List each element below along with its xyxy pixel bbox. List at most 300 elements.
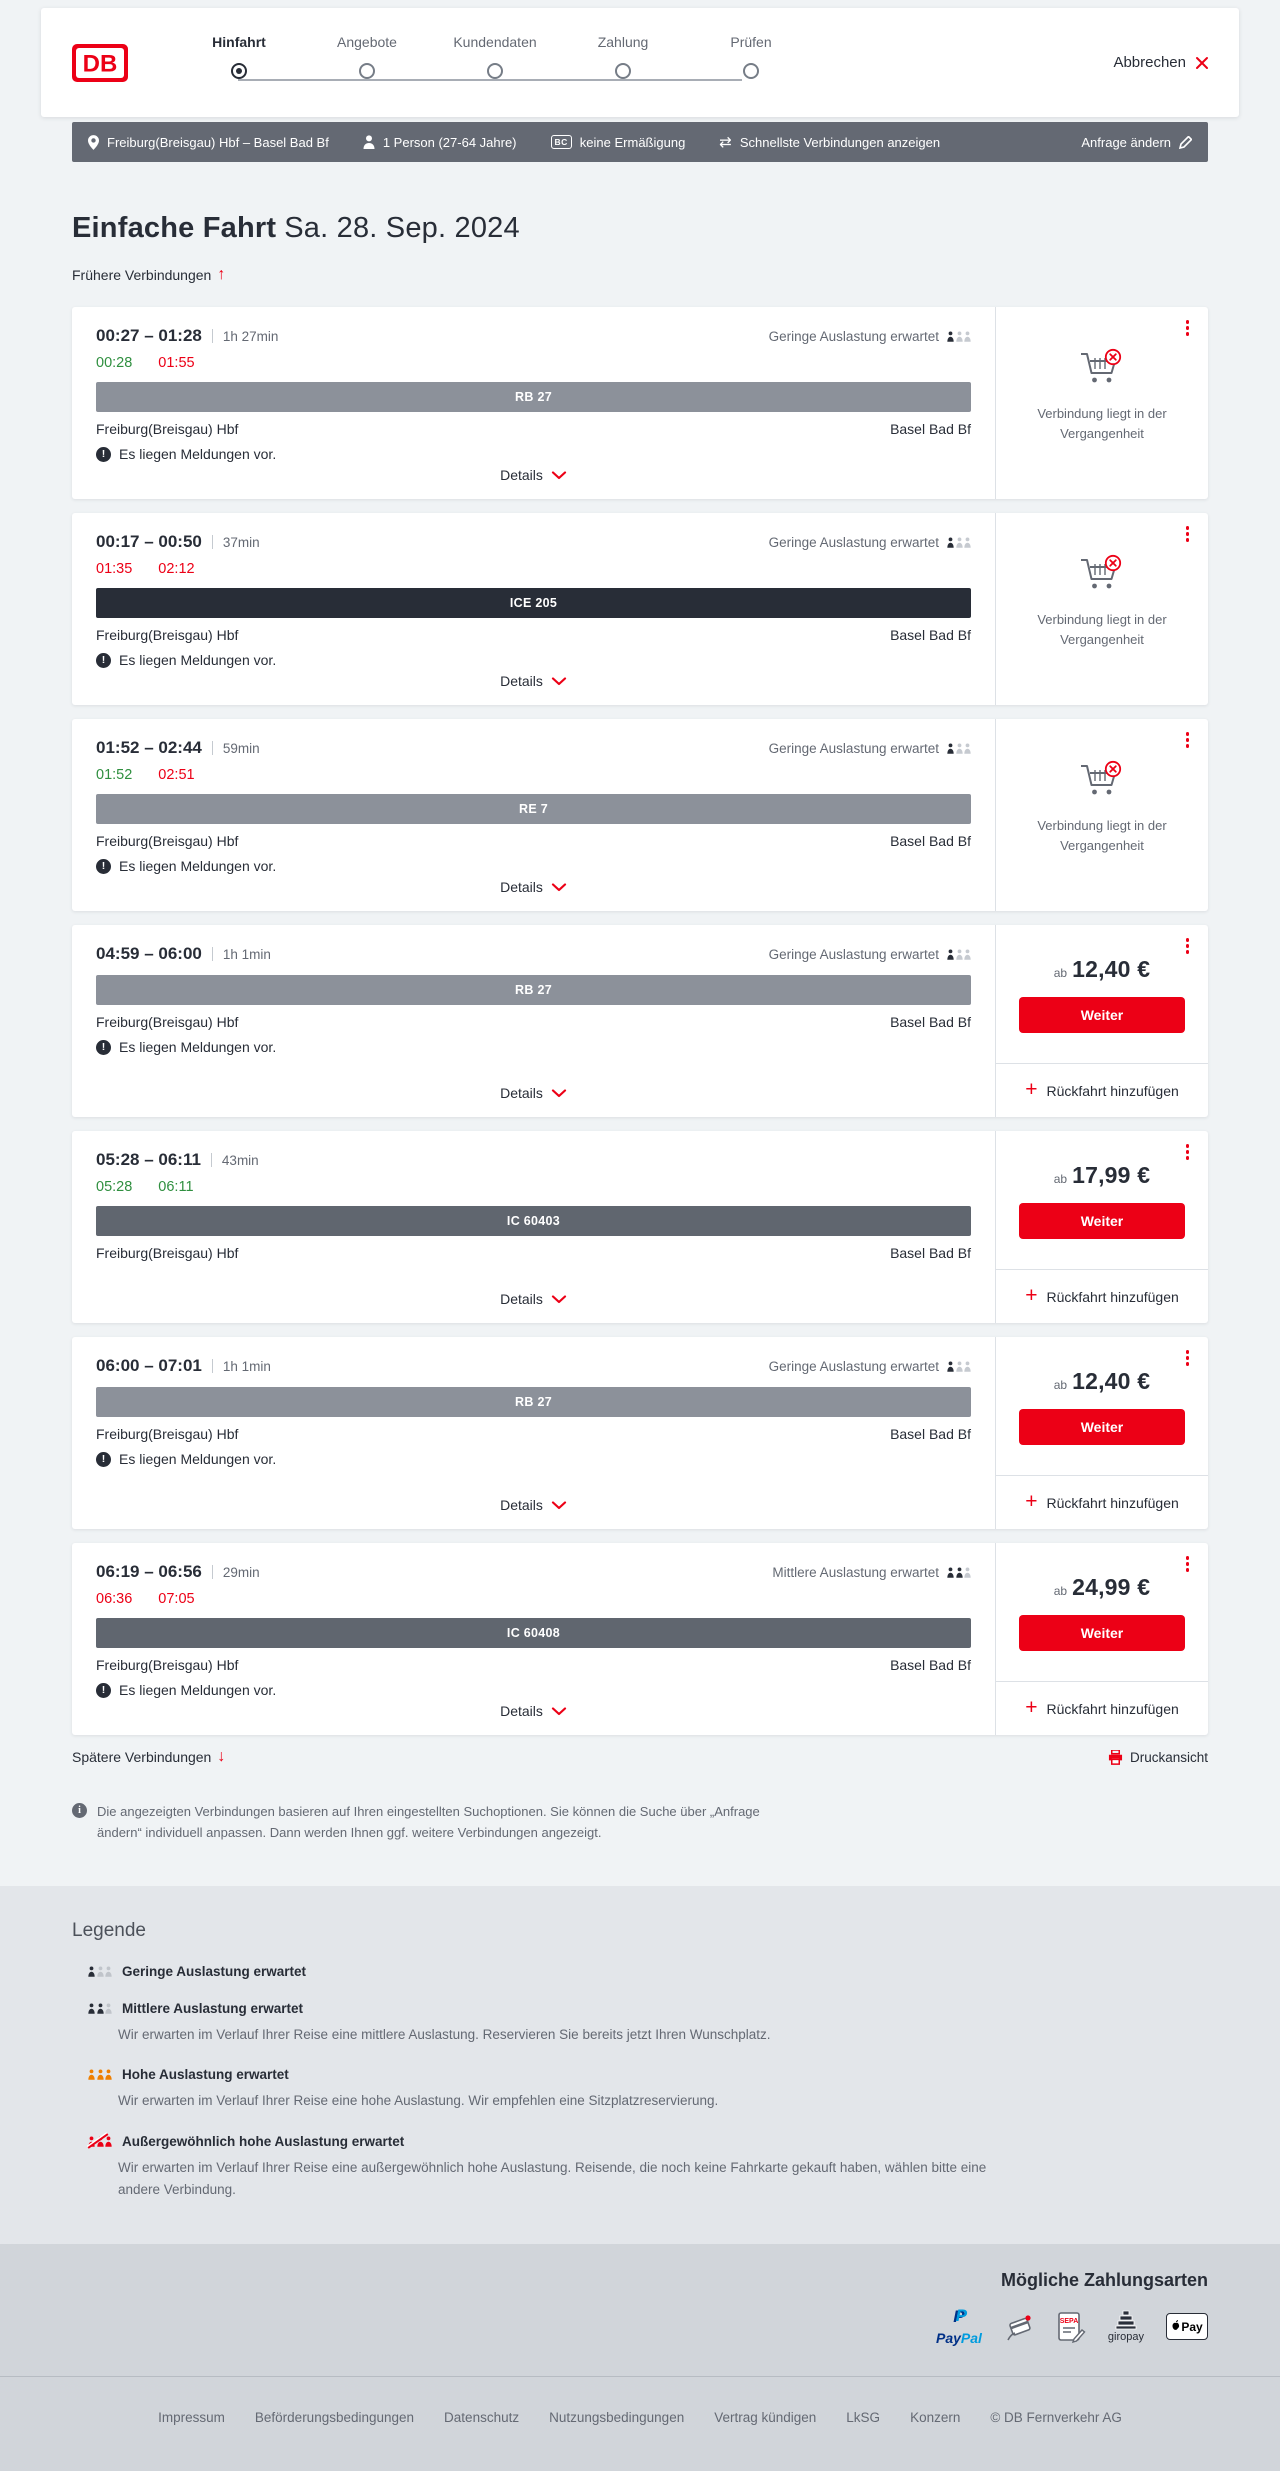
- person-glyph: [956, 1566, 963, 1579]
- bahncard-icon: BC: [551, 135, 572, 149]
- occupancy: [769, 947, 971, 962]
- person-glyph: [964, 1360, 971, 1373]
- stepper-step-dot: [615, 63, 631, 79]
- footer-link[interactable]: LkSG: [846, 2410, 881, 2426]
- person-glyph: [97, 1965, 104, 1978]
- price-value: 12,40 €: [1072, 956, 1151, 982]
- connection-main: [72, 719, 995, 911]
- duration: 1h 1min: [222, 947, 271, 962]
- person-glyph: [964, 948, 971, 961]
- chevron-down-icon: [551, 883, 567, 892]
- separator: [212, 1565, 213, 1579]
- legend-item-head: [72, 2067, 1208, 2082]
- price-value: 17,99 €: [1072, 1162, 1151, 1188]
- connection-side: [995, 307, 1208, 499]
- creditcard-icon: [1004, 2312, 1034, 2342]
- person-glyph: [88, 1965, 95, 1978]
- sepa-icon: [1056, 2311, 1086, 2343]
- person-glyph: [956, 1360, 963, 1373]
- later-connections-link[interactable]: [72, 1749, 225, 1765]
- stations-row: [96, 1245, 971, 1261]
- price-line: [1054, 1574, 1151, 1601]
- origin-station: Freiburg(Breisgau) Hbf: [96, 833, 239, 849]
- connection-list: [72, 307, 1208, 1735]
- details-label: Details: [500, 467, 543, 483]
- train-bar[interactable]: RE 7: [96, 794, 971, 824]
- connection-header: [96, 532, 971, 552]
- stepper-step-dot: [231, 63, 247, 79]
- add-return-button[interactable]: [996, 1681, 1208, 1735]
- connection-header: [96, 1356, 971, 1376]
- connection-main: [72, 1131, 995, 1323]
- later-connections-label: Spätere Verbindungen: [72, 1749, 212, 1765]
- price-line: [1054, 1368, 1151, 1395]
- person-glyph: [947, 1566, 954, 1579]
- weiter-button[interactable]: Weiter: [1019, 1409, 1185, 1445]
- page-top: [0, 8, 1280, 1886]
- realtime-arrival: 02:12: [158, 561, 195, 577]
- connection-side: [995, 1337, 1208, 1529]
- person-glyph: [956, 742, 963, 755]
- messages-text: Es liegen Meldungen vor.: [119, 446, 277, 462]
- price-line: [1054, 1162, 1151, 1189]
- stepper-step-kundendaten[interactable]: [431, 28, 559, 79]
- legend-item-label: Mittlere Auslastung erwartet: [122, 2000, 304, 2016]
- connection-card: [72, 307, 1208, 499]
- add-return-label: Rückfahrt hinzufügen: [1046, 1288, 1179, 1305]
- chevron-down-icon: [551, 471, 567, 480]
- destination-station: Basel Bad Bf: [890, 421, 971, 437]
- stepper-step-dot: [359, 63, 375, 79]
- occupancy-icon: [947, 1360, 971, 1373]
- separator: [212, 947, 213, 961]
- realtime-departure: 06:36: [96, 1591, 133, 1607]
- occupancy: [769, 329, 971, 344]
- connection-side: [995, 513, 1208, 705]
- stepper-step-hinfahrt[interactable]: [175, 28, 303, 79]
- paypal-icon: P P PayPal: [936, 2307, 982, 2346]
- price-line: [1054, 956, 1151, 983]
- connection-card: [72, 513, 1208, 705]
- price-prefix: ab: [1053, 1172, 1068, 1186]
- earlier-connections-link[interactable]: [72, 267, 225, 283]
- pencil-icon: [1179, 136, 1192, 149]
- fastest-connections-toggle[interactable]: [719, 135, 940, 150]
- realtime-row: [96, 767, 971, 783]
- realtime-departure: 01:35: [96, 561, 133, 577]
- realtime-arrival: 02:51: [158, 767, 195, 783]
- occupancy-icon: [947, 330, 971, 343]
- messages-note: [96, 652, 971, 668]
- train-bar[interactable]: IC 60408: [96, 1618, 971, 1648]
- occupancy: [769, 741, 971, 756]
- add-return-label: Rückfahrt hinzufügen: [1046, 1700, 1179, 1717]
- connection-header: [96, 944, 971, 964]
- person-glyph: [105, 2068, 112, 2081]
- past-connection-panel: [996, 513, 1208, 705]
- details-label: Details: [500, 1085, 543, 1101]
- destination-station: Basel Bad Bf: [890, 1245, 971, 1261]
- separator: [212, 535, 213, 549]
- alert-icon: !: [96, 1683, 111, 1698]
- stations-row: [96, 627, 971, 643]
- giropay-icon: giropay: [1108, 2310, 1144, 2343]
- add-return-button[interactable]: [996, 1269, 1208, 1323]
- duration: 1h 1min: [222, 1359, 271, 1374]
- booking-header: [41, 8, 1239, 117]
- details-toggle[interactable]: [498, 1493, 569, 1517]
- kebab-menu-icon[interactable]: [1183, 729, 1193, 751]
- price-prefix: ab: [1053, 1584, 1068, 1598]
- occupancy-legend-icon: [88, 2135, 112, 2148]
- arrow-down-icon: ↓: [217, 1748, 226, 1765]
- price-value: 24,99 €: [1072, 1574, 1151, 1600]
- stepper-step-dot: [743, 63, 759, 79]
- footer-link[interactable]: Impressum: [158, 2410, 225, 2426]
- messages-text: Es liegen Meldungen vor.: [119, 1682, 277, 1698]
- duration: 1h 27min: [222, 329, 279, 344]
- details-label: Details: [500, 1703, 543, 1719]
- past-note: Verbindung liegt in der Vergangenheit: [1037, 405, 1167, 441]
- person-glyph: [947, 742, 954, 755]
- person-glyph: [964, 742, 971, 755]
- past-connection-panel: [996, 307, 1208, 499]
- print-view-link[interactable]: [1108, 1750, 1208, 1765]
- messages-note: [96, 446, 971, 462]
- origin-station: Freiburg(Breisgau) Hbf: [96, 1014, 239, 1030]
- train-bar[interactable]: ICE 205: [96, 588, 971, 618]
- person-glyph: [964, 330, 971, 343]
- legend-item-description: Wir erwarten im Verlauf Ihrer Reise eine außergewöhnlich hohe Auslastung. Reisende, die noch keine Fahrkarte gekauft haben, wählen bitte eine andere Verbindung.: [118, 2160, 987, 2197]
- print-view-label: Druckansicht: [1129, 1749, 1208, 1765]
- route-text: Freiburg(Breisgau) Hbf – Basel Bad Bf: [107, 134, 329, 150]
- connection-main: [72, 307, 995, 499]
- legend-item-label: Außergewöhnlich hohe Auslastung erwartet: [122, 2134, 405, 2150]
- messages-text: Es liegen Meldungen vor.: [119, 1039, 277, 1055]
- plus-icon: +: [1025, 1078, 1038, 1101]
- legend-item: [72, 2067, 1208, 2112]
- realtime-departure: 01:52: [96, 767, 133, 783]
- legend-item-label: Geringe Auslastung erwartet: [122, 1963, 307, 1979]
- cart-unavailable-icon: [1078, 760, 1126, 802]
- details-toggle[interactable]: [498, 1081, 569, 1105]
- messages-note: [96, 1039, 971, 1055]
- separator: [212, 329, 213, 343]
- weiter-button[interactable]: Weiter: [1019, 1203, 1185, 1239]
- connection-card: [72, 719, 1208, 911]
- occupancy-icon: [947, 742, 971, 755]
- kebab-menu-icon[interactable]: [1183, 317, 1193, 339]
- info-note: [72, 1801, 1208, 1844]
- kebab-menu-icon[interactable]: [1183, 523, 1193, 545]
- alert-icon: !: [96, 1040, 111, 1055]
- alert-icon: !: [96, 859, 111, 874]
- weiter-button[interactable]: Weiter: [1019, 1615, 1185, 1651]
- footer: [0, 2376, 1280, 2471]
- connection-main: [72, 1337, 995, 1529]
- messages-note: [96, 1451, 971, 1467]
- legend-item-head: [72, 2134, 1208, 2149]
- details-label: Details: [500, 879, 543, 895]
- connection-header: [96, 326, 971, 346]
- train-bar[interactable]: RB 27: [96, 975, 971, 1005]
- legend-title: Legende: [72, 1919, 146, 1941]
- details-label: Details: [500, 1291, 543, 1307]
- alert-icon: !: [96, 1452, 111, 1467]
- plus-icon: +: [1025, 1696, 1038, 1719]
- stepper-step-label: Angebote: [337, 33, 397, 50]
- connection-header: [96, 1150, 971, 1170]
- kebab-menu-icon[interactable]: [1183, 1347, 1193, 1369]
- chevron-down-icon: [551, 1089, 567, 1098]
- details-label: Details: [500, 673, 543, 689]
- time-range: 00:27 – 01:28: [96, 326, 202, 345]
- stepper-step-label: Kundendaten: [453, 33, 537, 50]
- price-panel: [996, 1543, 1208, 1681]
- stations-row: [96, 421, 971, 437]
- kebab-menu-icon[interactable]: [1183, 1141, 1193, 1163]
- legend-item-description: Wir erwarten im Verlauf Ihrer Reise eine hohe Auslastung. Wir empfehlen eine Sitzplatzreservierung.: [118, 2093, 719, 2109]
- add-return-label: Rückfahrt hinzufügen: [1046, 1494, 1179, 1511]
- realtime-row: [96, 1179, 971, 1195]
- discount-text: keine Ermäßigung: [579, 134, 686, 150]
- chevron-down-icon: [551, 1707, 567, 1716]
- messages-text: Es liegen Meldungen vor.: [119, 652, 277, 668]
- edit-request-button[interactable]: [1081, 135, 1192, 150]
- stations-row: [96, 1014, 971, 1030]
- time-range: 01:52 – 02:44: [96, 738, 202, 757]
- connection-card: [72, 925, 1208, 1117]
- connection-side: [995, 1131, 1208, 1323]
- occupancy-legend-icon: [88, 2002, 112, 2015]
- copyright-text: © DB Fernverkehr AG: [990, 2410, 1122, 2426]
- connection-header: [96, 1562, 971, 1582]
- stations-row: [96, 1657, 971, 1673]
- stepper-step-label: Prüfen: [730, 33, 772, 50]
- price-panel: [996, 1337, 1208, 1475]
- past-connection-panel: [996, 719, 1208, 911]
- destination-station: Basel Bad Bf: [890, 1014, 971, 1030]
- occupancy: [769, 1359, 971, 1374]
- stepper-step-prüfen[interactable]: [687, 28, 815, 79]
- person-glyph: [947, 948, 954, 961]
- payment-section: [0, 2244, 1280, 2376]
- payment-methods-title: Mögliche Zahlungsarten: [1000, 2270, 1208, 2291]
- stepper-step-angebote[interactable]: [303, 28, 431, 79]
- alert-icon: !: [96, 653, 111, 668]
- legend-section: [0, 1886, 1280, 2244]
- origin-station: Freiburg(Breisgau) Hbf: [96, 1245, 239, 1261]
- cancel-button[interactable]: [1113, 54, 1209, 71]
- details-toggle[interactable]: [498, 463, 569, 487]
- footer-link[interactable]: Vertrag kündigen: [714, 2410, 817, 2426]
- legend-item-head: [72, 1964, 1208, 1979]
- person-glyph: [956, 536, 963, 549]
- stepper-step-label: Zahlung: [597, 33, 649, 50]
- occupancy-icon: [947, 1566, 971, 1579]
- connection-main: [72, 925, 995, 1117]
- plus-icon: +: [1025, 1490, 1038, 1513]
- connection-side: [995, 719, 1208, 911]
- time-range: 05:28 – 06:11: [96, 1150, 201, 1169]
- time-range: 06:19 – 06:56: [96, 1562, 202, 1581]
- person-icon: [363, 135, 375, 149]
- add-return-label: Rückfahrt hinzufügen: [1046, 1082, 1179, 1099]
- close-icon: [1195, 56, 1209, 70]
- destination-station: Basel Bad Bf: [890, 1426, 971, 1442]
- details-toggle[interactable]: [498, 1287, 569, 1311]
- cart-unavailable-icon: [1078, 348, 1126, 390]
- realtime-arrival: 06:11: [158, 1179, 194, 1195]
- footer-link[interactable]: Datenschutz: [444, 2410, 520, 2426]
- person-glyph: [947, 536, 954, 549]
- duration: 37min: [222, 535, 260, 550]
- footer-link[interactable]: Konzern: [910, 2410, 961, 2426]
- stations-row: [96, 833, 971, 849]
- page-title: [72, 212, 1208, 245]
- destination-station: Basel Bad Bf: [890, 833, 971, 849]
- kebab-menu-icon[interactable]: [1183, 1553, 1193, 1575]
- details-toggle[interactable]: [498, 1699, 569, 1723]
- search-options-bar: [72, 122, 1208, 162]
- edit-request-label: Anfrage ändern: [1081, 134, 1171, 150]
- person-glyph: [97, 2002, 104, 2015]
- svg-text:DB: DB: [82, 50, 118, 77]
- occupancy-label: Geringe Auslastung erwartet: [768, 947, 939, 962]
- past-note: Verbindung liegt in der Vergangenheit: [1037, 817, 1167, 853]
- occupancy-label: Geringe Auslastung erwartet: [768, 1359, 939, 1374]
- add-return-button[interactable]: [996, 1063, 1208, 1117]
- occupancy-label: Mittlere Auslastung erwartet: [772, 1565, 939, 1580]
- person-glyph: [105, 2135, 112, 2148]
- details-label: Details: [500, 1497, 543, 1513]
- plus-icon: +: [1025, 1284, 1038, 1307]
- legend-item-description: Wir erwarten im Verlauf Ihrer Reise eine mittlere Auslastung. Reservieren Sie bereits jetzt Ihren Wunschplatz.: [118, 2026, 771, 2042]
- realtime-row: [96, 561, 971, 577]
- separator: [212, 1359, 213, 1373]
- messages-note: [96, 858, 971, 874]
- connection-card: [72, 1131, 1208, 1323]
- past-note: Verbindung liegt in der Vergangenheit: [1037, 611, 1167, 647]
- train-bar[interactable]: IC 60403: [96, 1206, 971, 1236]
- connection-side: [995, 1543, 1208, 1735]
- price-panel: [996, 1131, 1208, 1269]
- chevron-down-icon: [551, 1295, 567, 1304]
- details-toggle[interactable]: [498, 875, 569, 899]
- occupancy-label: Geringe Auslastung erwartet: [768, 329, 939, 344]
- person-glyph: [964, 1566, 971, 1579]
- train-bar[interactable]: RB 27: [96, 1387, 971, 1417]
- occupancy: [769, 535, 971, 550]
- connection-main: [72, 1543, 995, 1735]
- realtime-departure: 05:28: [96, 1179, 133, 1195]
- svg-text:SEPA: SEPA: [1059, 2317, 1079, 2325]
- passenger-summary[interactable]: [363, 135, 517, 150]
- weiter-button[interactable]: Weiter: [1019, 997, 1185, 1033]
- legend-item: [72, 2134, 1208, 2200]
- occupancy-icon: [947, 948, 971, 961]
- origin-station: Freiburg(Breisgau) Hbf: [96, 627, 239, 643]
- stepper-step-label: Hinfahrt: [212, 33, 266, 50]
- connection-card: [72, 1543, 1208, 1735]
- person-glyph: [947, 1360, 954, 1373]
- time-range: 04:59 – 06:00: [96, 944, 202, 963]
- messages-note: [96, 1682, 971, 1698]
- applepay-icon: Pay: [1166, 2313, 1208, 2340]
- discount-summary[interactable]: [551, 135, 686, 150]
- person-glyph: [956, 948, 963, 961]
- swap-arrows-icon: ⇄: [719, 133, 732, 151]
- realtime-departure: 00:28: [96, 355, 133, 371]
- realtime-arrival: 01:55: [158, 355, 195, 371]
- occupancy-legend-icon: [88, 1965, 112, 1978]
- alert-icon: !: [96, 447, 111, 462]
- cart-unavailable-icon: [1078, 554, 1126, 596]
- connection-header: [96, 738, 971, 758]
- legend-item-head: [72, 2001, 1208, 2016]
- later-row: [72, 1749, 1208, 1765]
- price-prefix: ab: [1053, 1378, 1068, 1392]
- footer-link[interactable]: Nutzungsbedingungen: [549, 2410, 685, 2426]
- duration: 29min: [222, 1565, 260, 1580]
- occupancy-label: Geringe Auslastung erwartet: [768, 741, 939, 756]
- realtime-arrival: 07:05: [158, 1591, 195, 1607]
- duration: 43min: [221, 1153, 259, 1168]
- chevron-down-icon: [551, 1501, 567, 1510]
- earlier-connections-label: Frühere Verbindungen: [72, 267, 212, 283]
- kebab-menu-icon[interactable]: [1183, 935, 1193, 957]
- connection-main: [72, 513, 995, 705]
- payment-icons-row: [72, 2307, 1208, 2346]
- stations-row: [96, 1426, 971, 1442]
- person-glyph: [947, 330, 954, 343]
- add-return-button[interactable]: [996, 1475, 1208, 1529]
- origin-station: Freiburg(Breisgau) Hbf: [96, 1657, 239, 1673]
- destination-station: Basel Bad Bf: [890, 1657, 971, 1673]
- location-pin-icon: [88, 135, 99, 150]
- person-glyph: [105, 1965, 112, 1978]
- person-glyph: [88, 2002, 95, 2015]
- messages-text: Es liegen Meldungen vor.: [119, 858, 277, 874]
- stepper-step-zahlung[interactable]: [559, 28, 687, 79]
- time-range: 06:00 – 07:01: [96, 1356, 202, 1375]
- printer-icon: [1108, 1750, 1123, 1765]
- duration: 59min: [222, 741, 260, 756]
- origin-station: Freiburg(Breisgau) Hbf: [96, 421, 239, 437]
- person-glyph: [956, 330, 963, 343]
- route-summary[interactable]: [88, 135, 329, 150]
- details-toggle[interactable]: [498, 669, 569, 693]
- checkout-stepper: [175, 28, 815, 98]
- footer-link[interactable]: Beförderungsbedingungen: [254, 2410, 415, 2426]
- legend-item-label: Hohe Auslastung erwartet: [122, 2067, 289, 2083]
- fastest-text: Schnellste Verbindungen anzeigen: [739, 134, 941, 150]
- person-glyph: [105, 2002, 112, 2015]
- train-bar[interactable]: RB 27: [96, 382, 971, 412]
- chevron-down-icon: [551, 677, 567, 686]
- stepper-line: [238, 79, 742, 81]
- realtime-row: [96, 1591, 971, 1607]
- trip-type: Einfache Fahrt: [72, 212, 277, 244]
- footer-links: [72, 2410, 1208, 2425]
- occupancy-icon: [947, 536, 971, 549]
- separator: [211, 1153, 212, 1167]
- occupancy-label: Geringe Auslastung erwartet: [768, 535, 939, 550]
- person-glyph: [964, 536, 971, 549]
- separator: [212, 741, 213, 755]
- cancel-label: Abbrechen: [1113, 54, 1186, 71]
- trip-date: Sa. 28. Sep. 2024: [284, 212, 520, 244]
